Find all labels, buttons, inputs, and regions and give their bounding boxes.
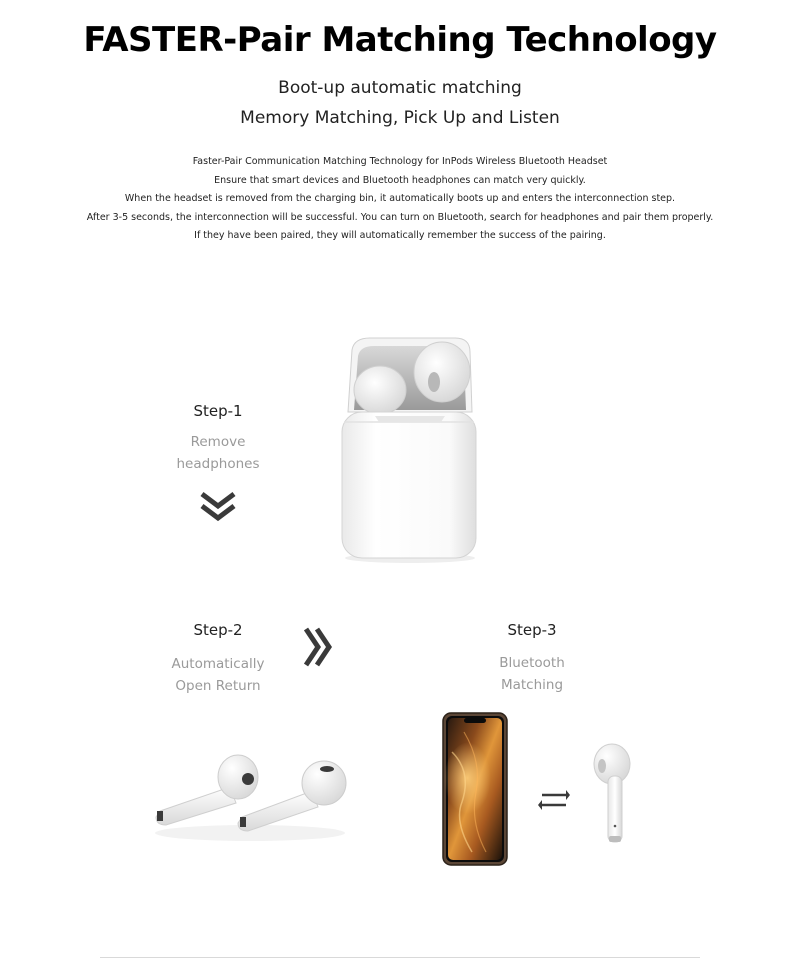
step-3-title: Step-3	[507, 621, 557, 639]
subtitle-line-2: Memory Matching, Pick Up and Listen	[240, 108, 560, 128]
step-2-description	[148, 653, 288, 697]
step-1-description	[158, 431, 278, 475]
description-block	[0, 153, 800, 246]
step-3-line-1: Bluetooth	[499, 655, 565, 671]
subtitle-line-1: Boot-up automatic matching	[278, 78, 522, 98]
description-line: After 3-5 seconds, the interconnection will be successful. You can turn on Bluetooth, search for headphones and pair them properly.	[86, 211, 714, 223]
step-3-description	[472, 652, 592, 696]
smartphone-image	[442, 712, 508, 866]
step-2-line-1: Automatically	[171, 656, 265, 672]
step-1-line-1: Remove	[190, 434, 246, 450]
description-line: If they have been paired, they will automatically remember the success of the pairing.	[194, 230, 606, 242]
swap-arrows-icon	[538, 788, 570, 812]
earbuds-pair-image	[150, 745, 360, 845]
step-3-line-2: Matching	[500, 677, 564, 693]
description-line: When the headset is removed from the charging bin, it automatically boots up and enters the interconnection step.	[124, 193, 676, 205]
double-chevron-right-icon	[302, 625, 334, 669]
step-1-title: Step-1	[193, 402, 243, 420]
bottom-divider	[100, 957, 700, 958]
page-title: FASTER-Pair Matching Technology	[83, 20, 717, 60]
description-line: Faster-Pair Communication Matching Technology for InPods Wireless Bluetooth Headset	[192, 156, 608, 167]
step-2-title: Step-2	[193, 621, 243, 639]
description-line: Ensure that smart devices and Bluetooth headphones can match very quickly.	[214, 174, 586, 186]
double-chevron-down-icon	[198, 490, 238, 526]
charging-case-image	[330, 330, 490, 565]
single-earbud-image	[590, 742, 636, 848]
step-2-line-2: Open Return	[175, 678, 261, 694]
step-1-line-2: headphones	[176, 456, 260, 472]
